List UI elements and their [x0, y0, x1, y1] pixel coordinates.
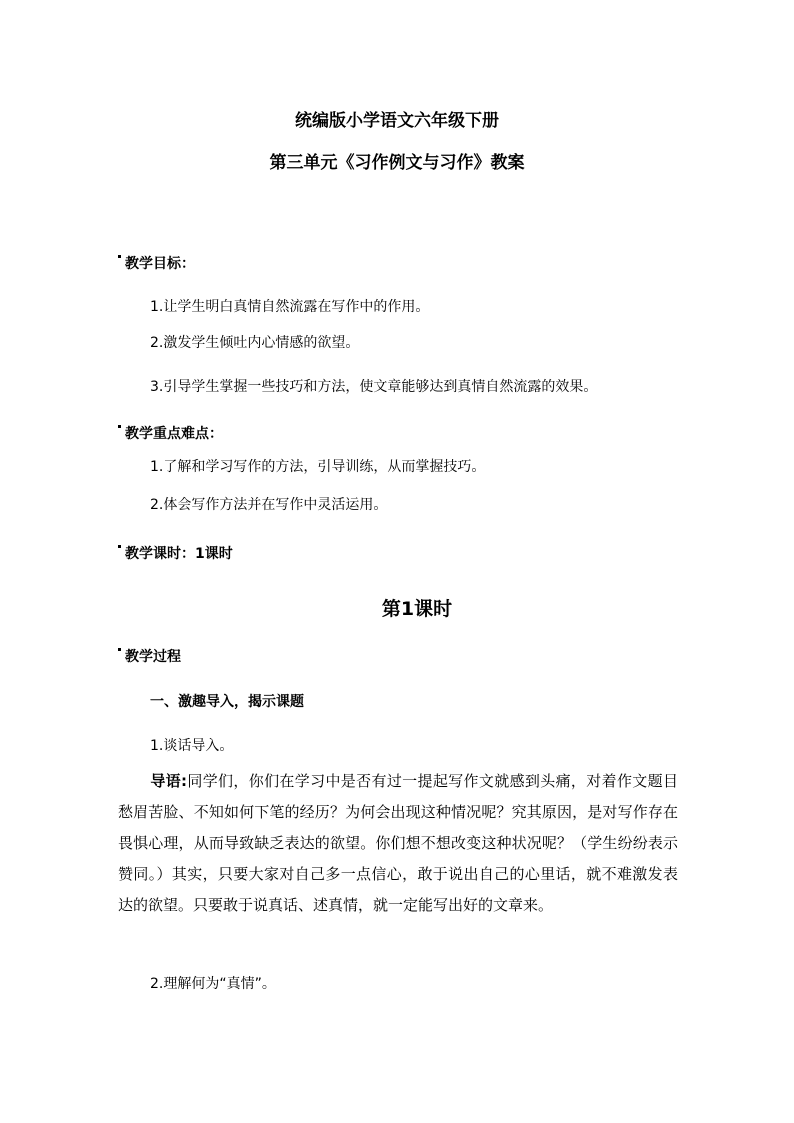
document-subtitle: 第三单元《习作例文与习作》教案	[269, 153, 525, 173]
part1-heading: 一、激趣导入，揭示课题	[150, 694, 304, 710]
bullet-icon	[118, 425, 121, 428]
step-item: 1.谈话导入。	[150, 738, 234, 754]
intro-text: 同学们，你们在学习中是否有过一提起写作文就感到头痛，对着作文题目愁眉苦脸、不知如何下笔的经历？为何会出现这种情况呢？究其原因，是对写作存在畏惧心理，从而导致缺乏表达的欲望。你们想不想改变这种状况呢？（学生纷纷表示赞同。）其实，只要大家对自己多一点信心，敢于说出自己的心里话，就不难激发表达的欲望。只要敢于说真话、述真情，就一定能写出好的文章来。	[118, 772, 678, 914]
bullet-icon	[118, 255, 121, 258]
hours-heading-label: 教学课时：1课时	[125, 546, 233, 562]
process-heading	[118, 646, 181, 666]
process-heading-label: 教学过程	[125, 649, 181, 665]
goal-item: 2.激发学生倾吐内心情感的欲望。	[150, 335, 360, 351]
hours-heading	[118, 543, 233, 563]
lesson-title: 第1课时	[381, 598, 453, 620]
goals-heading	[118, 253, 195, 273]
step-item: 2.理解何为“真情”。	[150, 976, 276, 992]
goal-item: 1.让学生明白真情自然流露在写作中的作用。	[150, 299, 430, 315]
intro-paragraph	[118, 766, 678, 921]
key-points-heading	[118, 423, 223, 443]
key-point-item: 1.了解和学习写作的方法，引导训练，从而掌握技巧。	[150, 459, 486, 475]
goal-item: 3.引导学生掌握一些技巧和方法，使文章能够达到真情自然流露的效果。	[150, 379, 598, 395]
document-title: 统编版小学语文六年级下册	[295, 111, 499, 131]
bullet-icon	[118, 648, 121, 651]
key-point-item: 2.体会写作方法并在写作中灵活运用。	[150, 497, 388, 513]
intro-lead: 导语:	[150, 772, 188, 790]
bullet-icon	[118, 545, 121, 548]
goals-heading-label: 教学目标：	[125, 256, 195, 272]
key-points-heading-label: 教学重点难点：	[125, 426, 223, 442]
